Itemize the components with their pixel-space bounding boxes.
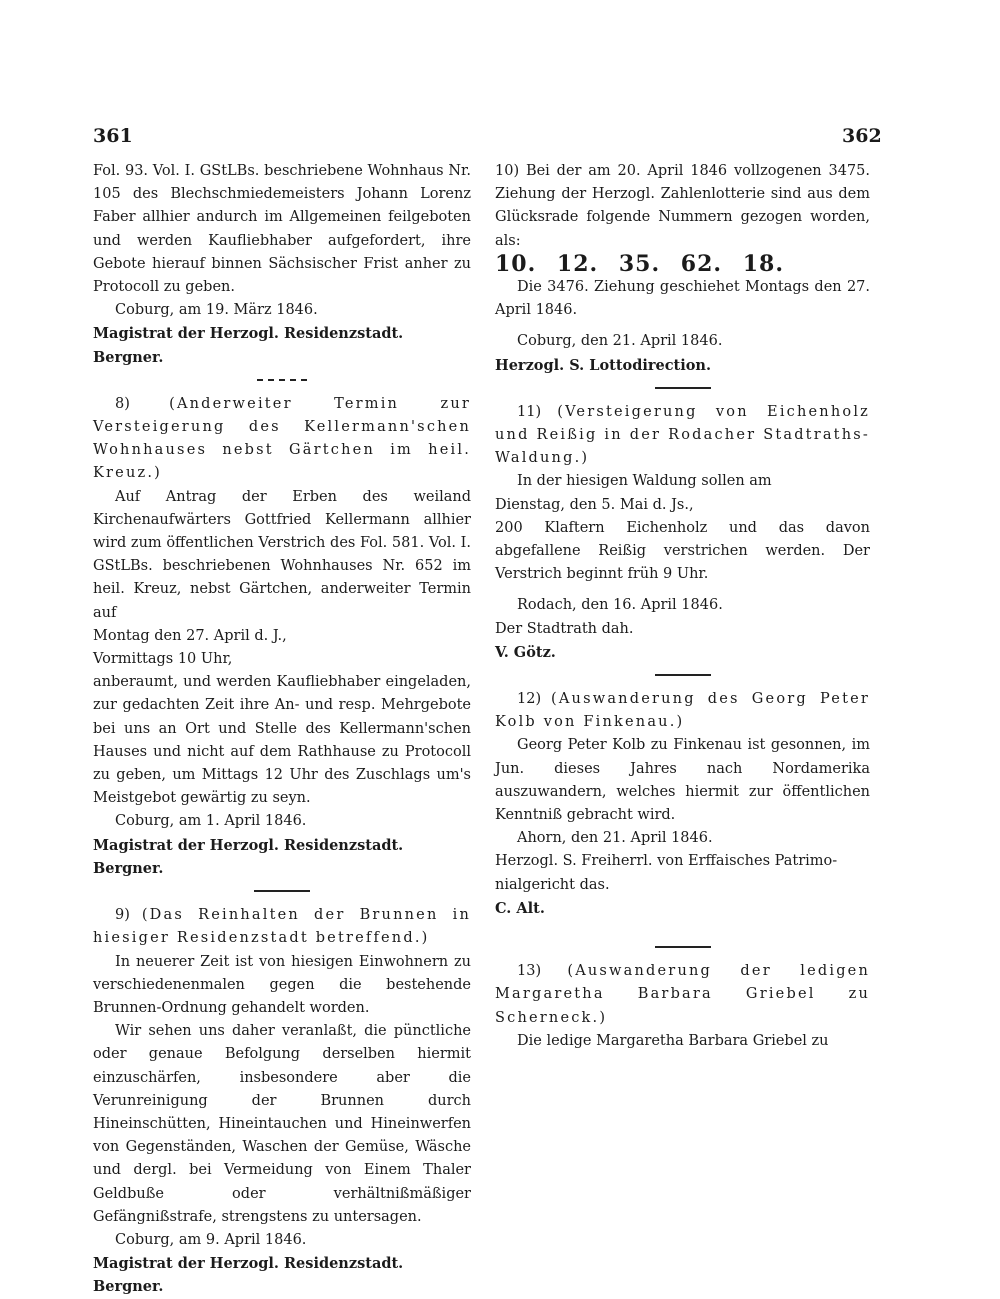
section-9-signature: Magistrat der Herzogl. Residenzstadt. — [93, 1255, 404, 1273]
section-9-body-1: In neuerer Zeit ist von hiesigen Einwohnern zu verschiedenenmalen gegen die bestehende Brunnen-Ordnung gehandelt worden. — [93, 953, 471, 1016]
section-13-number: 13) — [517, 963, 542, 980]
section-divider — [655, 946, 711, 948]
section-9-date: Coburg, am 9. April 1846. — [115, 1231, 307, 1248]
section-12-title: (Auswanderung des Georg Peter Kolb von Finkenau.) — [495, 691, 871, 731]
notice-signature: Magistrat der Herzogl. Residenzstadt. — [93, 325, 404, 343]
section-11-title: (Versteigerung von Eichenholz und Reißig in der Rodacher Stadtraths-Waldung.) — [495, 403, 870, 467]
section-divider — [655, 387, 711, 389]
continued-notice-text: Fol. 93. Vol. I. GStLBs. beschriebene Wohnhaus Nr. 105 des Blechschmiedemeisters Johann Lorenz Faber allhier andurch im Allgemeinen feilgeboten und werden Kaufliebhaber aufgefordert, ihre Gebote hierauf binnen Sächsischer Frist anher zu Protocoll zu geben. — [93, 163, 471, 296]
section-11-number: 11) — [517, 403, 542, 420]
section-8-term-time: Vormittags 10 Uhr, — [93, 651, 233, 668]
section-10-next-draw: Die 3476. Ziehung geschiehet Montags den 27. April 1846. — [495, 279, 870, 319]
page-number-left: 361 — [93, 125, 133, 147]
section-8-body-2: anberaumt, und werden Kaufliebhaber eingeladen, zur gedachten Zeit ihre An- und resp. Mehrgebote bei uns an Ort und Stelle des Kellermann'schen Hauses und nicht auf dem Rathhause zu Protocoll zu geben, um Mittags 12 Uhr des Zuschlags um's Meistgebot gewärtig zu seyn. — [93, 674, 471, 807]
section-13-body: Die ledige Margaretha Barbara Griebel zu — [517, 1032, 829, 1049]
section-11-intro: In der hiesigen Waldung sollen am — [517, 473, 772, 490]
section-8-term-day: Montag den 27. April d. J., — [93, 627, 287, 644]
section-12-signatory: C. Alt. — [495, 899, 545, 917]
right-column — [495, 160, 870, 1053]
section-12-signature-2: nialgericht das. — [495, 876, 610, 893]
section-8-date: Coburg, am 1. April 1846. — [115, 813, 307, 830]
section-12-signature-1: Herzogl. S. Freiherrl. von Erffaisches Patrimo- — [495, 853, 838, 870]
section-8-signature: Magistrat der Herzogl. Residenzstadt. — [93, 836, 404, 854]
section-8-number: 8) — [115, 395, 130, 412]
section-11-date: Rodach, den 16. April 1846. — [517, 597, 723, 614]
section-13-title: (Auswanderung der ledigen Margaretha Barbara Griebel zu Scherneck.) — [495, 963, 870, 1026]
section-8-title: (Anderweiter Termin zur Versteigerung des Kellermann'schen Wohnhauses nebst Gärtchen im heil. Kreuz.) — [93, 395, 472, 482]
notice-signatory: Bergner. — [93, 348, 164, 366]
section-8-signatory: Bergner. — [93, 859, 164, 877]
section-8-heading — [93, 393, 471, 486]
notice-date: Coburg, am 19. März 1846. — [115, 302, 318, 319]
section-10-text: 10) Bei der am 20. April 1846 vollzogenen 3475. Ziehung der Herzogl. Zahlenlotterie sind aus dem Glücksrade folgende Nummern gezogen worden, als: — [495, 163, 870, 249]
section-12-date: Ahorn, den 21. April 1846. — [517, 830, 713, 847]
section-9-number: 9) — [115, 907, 130, 924]
lottery-numbers: 10. 12. 35. 62. 18. — [495, 250, 785, 277]
section-9-heading — [93, 904, 471, 950]
page-number-right: 362 — [842, 125, 882, 147]
section-10-signature: Herzogl. S. Lottodirection. — [495, 356, 712, 374]
section-11-body: 200 Klaftern Eichenholz und das davon abgefallene Reißig verstrichen werden. Der Verstrich beginnt früh 9 Uhr. — [495, 519, 870, 583]
section-9-body-2: Wir sehen uns daher veranlaßt, die pünctliche oder genaue Befolgung derselben hiermit einzuschärfen, insbesondere aber die Verunreinigung der Brunnen durch Hineinschütten, Hineintauchen und Hineinwerfen von Gegenständen, Waschen der Gemüse, Wäsche und dergl. bei Vermeidung von Einem Thaler Geldbuße oder verhältnißmäßiger Gefängnißstrafe, strengstens zu untersagen. — [93, 1023, 471, 1225]
section-divider — [655, 674, 711, 676]
section-12-body: Georg Peter Kolb zu Finkenau ist gesonnen, im Jun. dieses Jahres nach Nordamerika auszuwandern, welches hiermit zur öffentlichen Kenntniß gebracht wird. — [495, 737, 870, 824]
section-9-title: (Das Reinhalten der Brunnen in hiesiger Residenzstadt betreffend.) — [93, 907, 471, 947]
section-11-signature: Der Stadtrath dah. — [495, 620, 634, 637]
left-column — [93, 160, 471, 1299]
section-11-heading — [495, 401, 870, 471]
section-12-heading — [495, 688, 870, 734]
section-10-date: Coburg, den 21. April 1846. — [517, 333, 723, 350]
section-13-heading — [495, 960, 870, 1030]
section-8-body-1: Auf Antrag der Erben des weiland Kirchenaufwärters Gottfried Kellermann allhier wird zum öffentlichen Verstrich des Fol. 581. Vol. I. GStLBs. beschriebenen Wohnhauses Nr. 652 im heil. Kreuz, nebst Gärtchen, anderweiter Termin auf — [93, 488, 471, 621]
section-11-signatory: V. Götz. — [495, 643, 556, 661]
section-12-number: 12) — [517, 691, 542, 708]
section-divider — [254, 890, 310, 892]
section-divider — [257, 379, 307, 381]
section-11-term: Dienstag, den 5. Mai d. Js., — [495, 496, 694, 513]
section-9-signatory: Bergner. — [93, 1278, 164, 1296]
